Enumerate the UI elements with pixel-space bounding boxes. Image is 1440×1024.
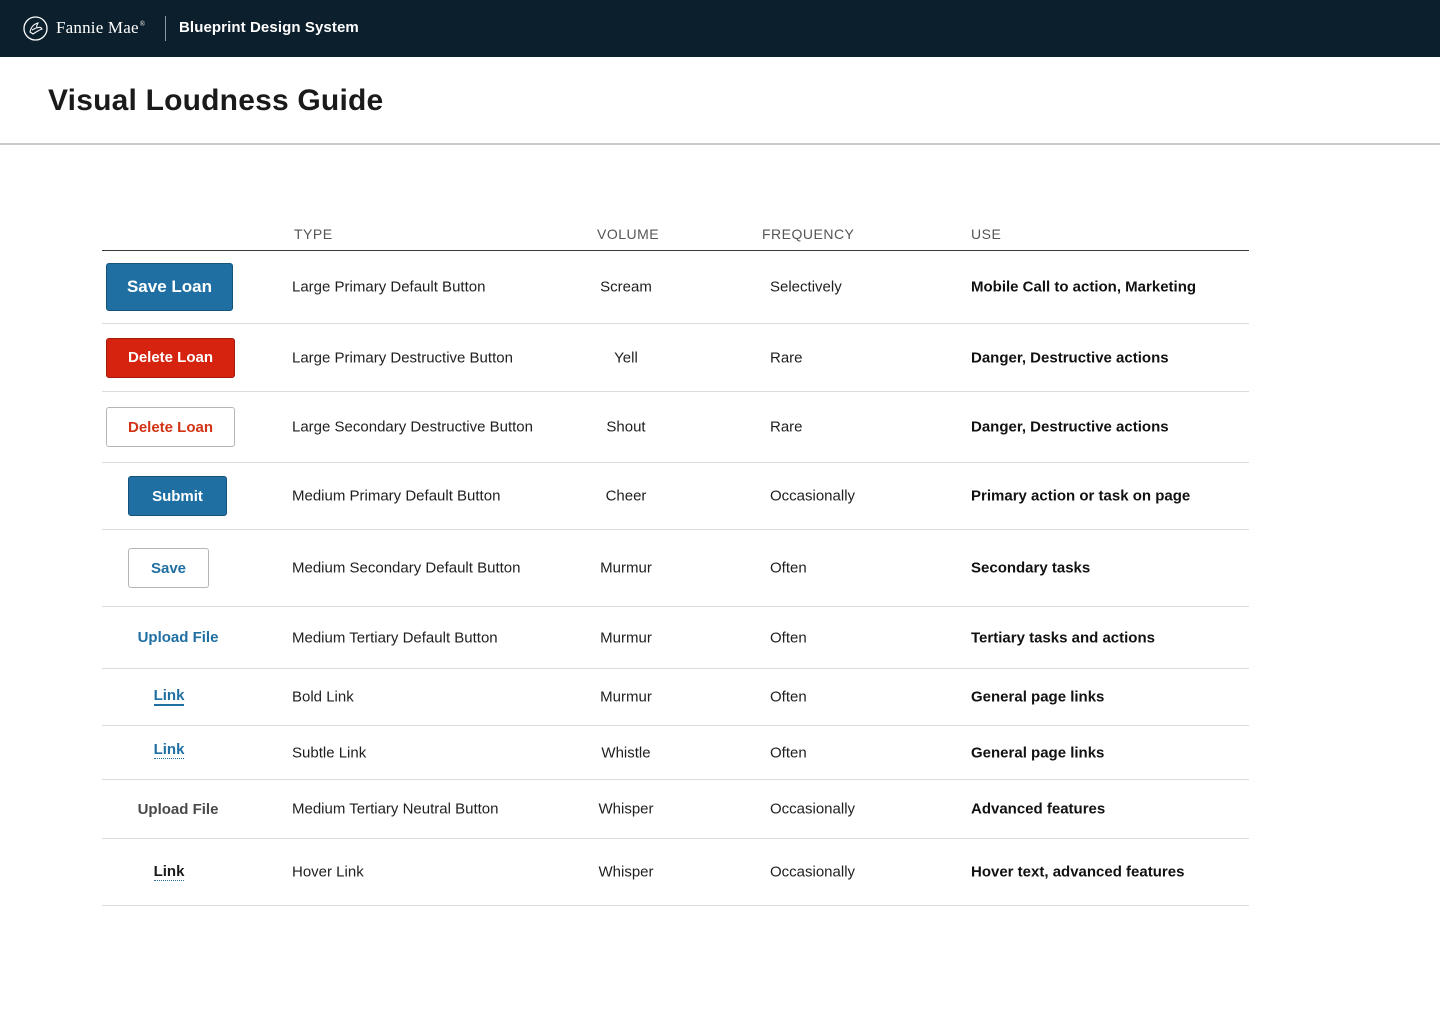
row-frequency: Rare <box>770 418 803 436</box>
row-use: Mobile Call to action, Marketing <box>971 278 1197 296</box>
row-frequency: Selectively <box>770 278 842 296</box>
row-use: General page links <box>971 688 1105 706</box>
row-use: Danger, Destructive actions <box>971 418 1169 436</box>
column-header-use: USE <box>971 226 1002 242</box>
row-type: Medium Secondary Default Button <box>292 559 521 577</box>
upload-file-button[interactable]: Upload File <box>128 623 228 653</box>
row-use: Secondary tasks <box>971 559 1091 577</box>
loudness-table <box>102 224 1249 906</box>
registered-mark: ® <box>139 20 146 28</box>
row-type: Large Primary Destructive Button <box>292 349 513 366</box>
column-header-frequency: FREQUENCY <box>762 226 855 242</box>
table-row: Delete Loan Large Secondary Destructive Button Shout Rare Danger, Destructive actions <box>102 392 1249 463</box>
page-title: Visual Loudness Guide <box>48 84 384 117</box>
row-type: Medium Tertiary Neutral Button <box>292 800 499 818</box>
row-type: Hover Link <box>292 863 364 881</box>
table-row: Link Subtle Link Whistle Often General page links <box>102 726 1249 780</box>
fannie-mae-logo-icon[interactable] <box>23 16 48 41</box>
page-header <box>0 57 1440 145</box>
top-navigation-bar <box>0 0 1440 57</box>
row-frequency: Often <box>770 688 807 706</box>
table-row: Link Bold Link Murmur Often General page links <box>102 669 1249 726</box>
table-row: Delete Loan Large Primary Destructive Button Yell Rare Danger, Destructive actions <box>102 324 1249 392</box>
row-use: Tertiary tasks and actions <box>971 629 1155 646</box>
row-type: Medium Tertiary Default Button <box>292 629 498 646</box>
upload-file-neutral-button[interactable]: Upload File <box>128 794 228 824</box>
table-row: Upload File Medium Tertiary Neutral Button Whisper Occasionally Advanced features <box>102 780 1249 839</box>
brand-divider <box>165 16 166 41</box>
row-use: Hover text, advanced features <box>971 863 1185 881</box>
row-use: Danger, Destructive actions <box>971 349 1169 366</box>
row-type: Large Secondary Destructive Button <box>292 418 533 436</box>
delete-loan-button[interactable]: Delete Loan <box>106 338 235 378</box>
row-frequency: Often <box>770 629 807 646</box>
column-header-type: TYPE <box>294 226 333 242</box>
column-header-volume: VOLUME <box>597 226 660 242</box>
row-use: Advanced features <box>971 800 1106 818</box>
row-frequency: Often <box>770 559 807 577</box>
save-loan-button[interactable]: Save Loan <box>106 263 233 311</box>
row-frequency: Often <box>770 744 807 761</box>
row-type: Medium Primary Default Button <box>292 487 501 505</box>
row-type: Subtle Link <box>292 744 367 761</box>
row-type: Bold Link <box>292 688 354 706</box>
row-use: General page links <box>971 744 1105 761</box>
hover-link[interactable]: Link <box>153 862 185 880</box>
table-row: Upload File Medium Tertiary Default Button Murmur Often Tertiary tasks and actions <box>102 607 1249 669</box>
table-row: Save Loan Large Primary Default Button Scream Selectively Mobile Call to action, Marketing <box>102 251 1249 324</box>
table-header <box>102 224 1249 251</box>
table-row: Submit Medium Primary Default Button Cheer Occasionally Primary action or task on page <box>102 463 1249 530</box>
submit-button[interactable]: Submit <box>128 476 227 516</box>
subtle-link[interactable]: Link <box>153 741 185 758</box>
table-row: Link Hover Link Whisper Occasionally Hover text, advanced features <box>102 839 1249 906</box>
row-use: Primary action or task on page <box>971 487 1191 505</box>
table-row: Save Medium Secondary Default Button Murmur Often Secondary tasks <box>102 530 1249 607</box>
row-type: Large Primary Default Button <box>292 278 486 296</box>
bold-link[interactable]: Link <box>153 687 185 704</box>
row-frequency: Rare <box>770 349 803 366</box>
row-frequency: Occasionally <box>770 863 856 881</box>
row-frequency: Occasionally <box>770 487 856 505</box>
design-system-name[interactable]: Blueprint Design System <box>179 19 359 36</box>
brand-name[interactable]: Fannie Mae® <box>56 18 146 37</box>
save-button[interactable]: Save <box>128 548 209 588</box>
row-frequency: Occasionally <box>770 800 856 818</box>
delete-loan-secondary-button[interactable]: Delete Loan <box>106 407 235 447</box>
